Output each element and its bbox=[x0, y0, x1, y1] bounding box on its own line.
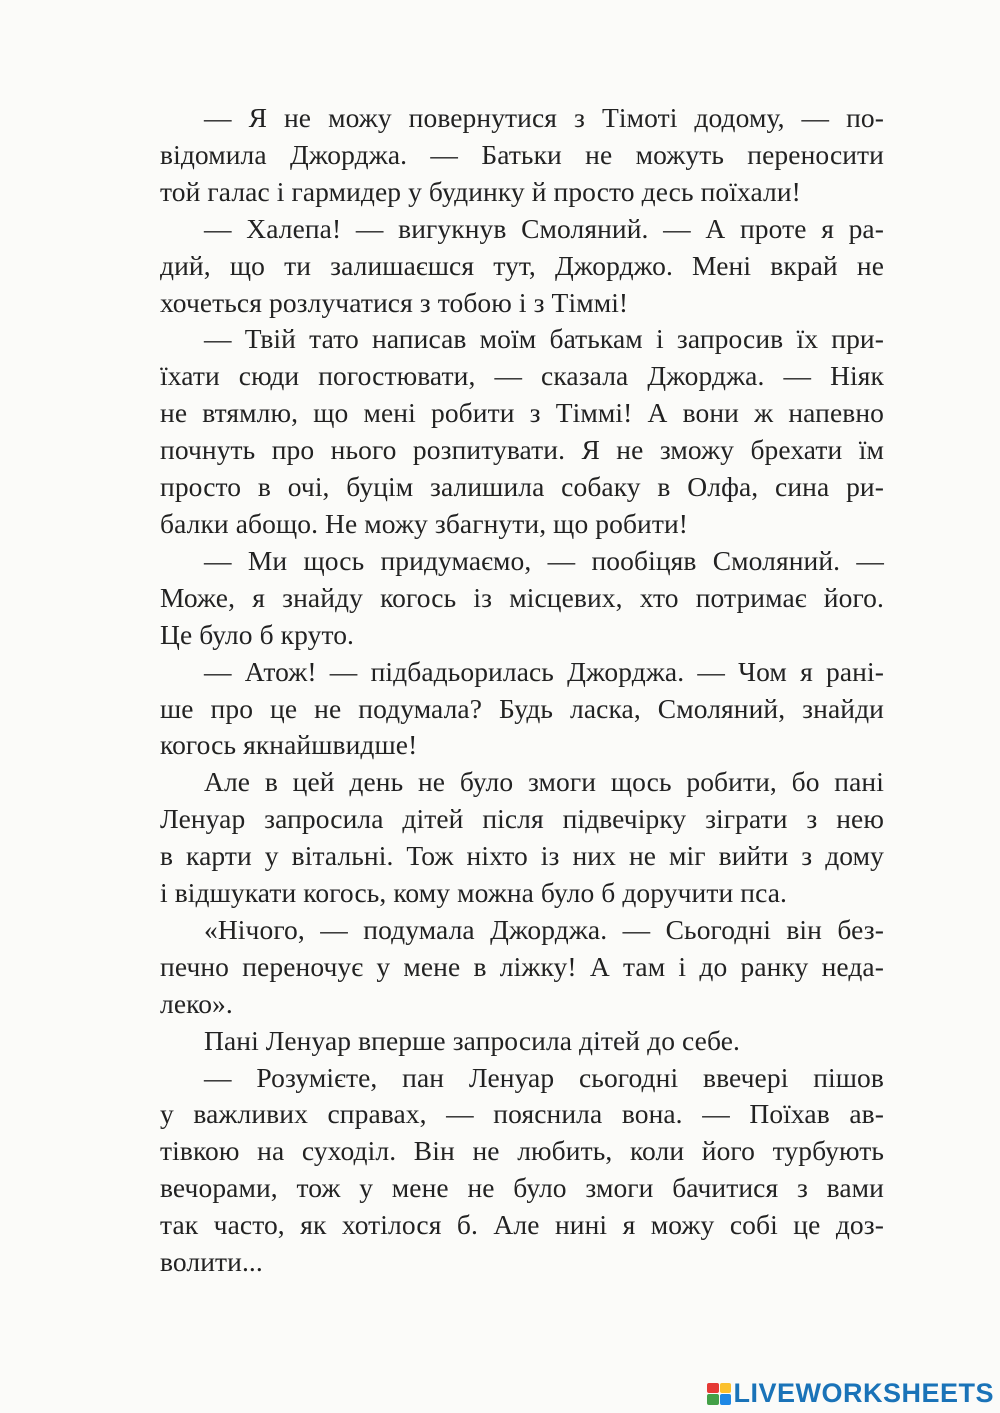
text-line: печно переночує у мене в ліжку! А там і до ранку неда- bbox=[160, 950, 884, 982]
logo-square-red bbox=[707, 1383, 719, 1394]
text-line: — Я не можу повернутися з Тімоті додому, — по- bbox=[204, 102, 884, 133]
text-line: Але в цей день не було змоги щось робити, бо пані bbox=[204, 766, 884, 798]
text-line: в карти у вітальні. Тож ніхто із них не міг вийти з дому bbox=[160, 840, 884, 872]
paragraph bbox=[160, 211, 884, 322]
text-line: балки абощо. Не можу збагнути, що робити! bbox=[160, 507, 689, 539]
text-line: дий, що ти залишаєшся тут, Джорджо. Мені вкрай не bbox=[160, 249, 884, 281]
text-line: Це було б круто. bbox=[160, 618, 355, 650]
wordmark-live: LIVE bbox=[733, 1378, 796, 1408]
text-line: просто в очі, буцім залишила собаку в Олфа, сина ри- bbox=[160, 471, 884, 503]
text-line: Пані Ленуар вперше запросила дітей до себе. bbox=[204, 1024, 740, 1056]
text-line: тівкою на суходіл. Він не любить, коли його турбують bbox=[160, 1135, 884, 1167]
text-line: ше про це не подумала? Будь ласка, Смоляний, знайди bbox=[160, 692, 884, 724]
text-line: Ленуар запросила дітей після підвечірку зіграти з нею bbox=[160, 803, 884, 835]
text-line: той галас і гармидер у будинку й просто десь поїхали! bbox=[160, 175, 801, 207]
text-line: вечорами, тож у мене не було змоги бачитися з вами bbox=[160, 1172, 884, 1204]
paragraph bbox=[160, 1060, 884, 1281]
paragraph bbox=[160, 764, 884, 912]
liveworksheets-logo-icon bbox=[707, 1383, 731, 1405]
paragraph bbox=[160, 912, 884, 1023]
logo-square-blue bbox=[720, 1394, 732, 1405]
logo-square-green bbox=[707, 1394, 719, 1405]
paragraph bbox=[160, 654, 884, 765]
paragraph bbox=[160, 100, 884, 211]
paragraph bbox=[160, 1023, 884, 1060]
text-line: леко». bbox=[160, 987, 233, 1019]
text-line: так часто, як хотілося б. Але нині я можу собі це доз- bbox=[160, 1209, 884, 1241]
text-line: — Твій тато написав моїм батькам і запросив їх при- bbox=[204, 323, 884, 355]
text-line: почнуть про нього розпитувати. Я не зможу брехати їм bbox=[160, 434, 884, 466]
text-line: у важливих справах, — пояснила вона. — Поїхав ав- bbox=[160, 1098, 884, 1130]
paragraph bbox=[160, 543, 884, 654]
text-line: Може, я знайду когось із місцевих, хто потримає його. bbox=[160, 581, 884, 613]
wordmark-worksheets: WORKSHEETS bbox=[795, 1378, 994, 1408]
text-line: — Ми щось придумаємо, — пообіцяв Смоляний. — bbox=[204, 544, 884, 576]
text-line: і відшукати когось, кому можна було б доручити пса. bbox=[160, 877, 788, 909]
text-line: когось якнайшвидше! bbox=[160, 729, 418, 761]
text-line: не втямлю, що мені робити з Тіммі! А вони ж напевно bbox=[160, 397, 884, 429]
liveworksheets-wordmark bbox=[733, 1378, 994, 1409]
book-page-text bbox=[160, 100, 884, 1281]
liveworksheets-watermark bbox=[707, 1378, 994, 1409]
text-line: хочеться розлучатися з тобою і з Тіммі! bbox=[160, 286, 629, 318]
text-line: — Атож! — підбадьорилась Джорджа. — Чом я рані- bbox=[204, 655, 884, 687]
text-line: — Халепа! — вигукнув Смоляний. — А проте я ра- bbox=[204, 212, 884, 244]
text-line: — Розумієте, пан Ленуар сьогодні ввечері пішов bbox=[204, 1061, 884, 1093]
text-line: «Нічого, — подумала Джорджа. — Сьогодні він без- bbox=[204, 913, 884, 945]
text-line: відомила Джорджа. — Батьки не можуть переносити bbox=[160, 138, 884, 170]
paragraph bbox=[160, 321, 884, 542]
text-line: волити... bbox=[160, 1246, 263, 1278]
text-line: їхати сюди погостювати, — сказала Джорджа. — Ніяк bbox=[160, 360, 884, 392]
logo-square-yellow bbox=[720, 1383, 732, 1394]
